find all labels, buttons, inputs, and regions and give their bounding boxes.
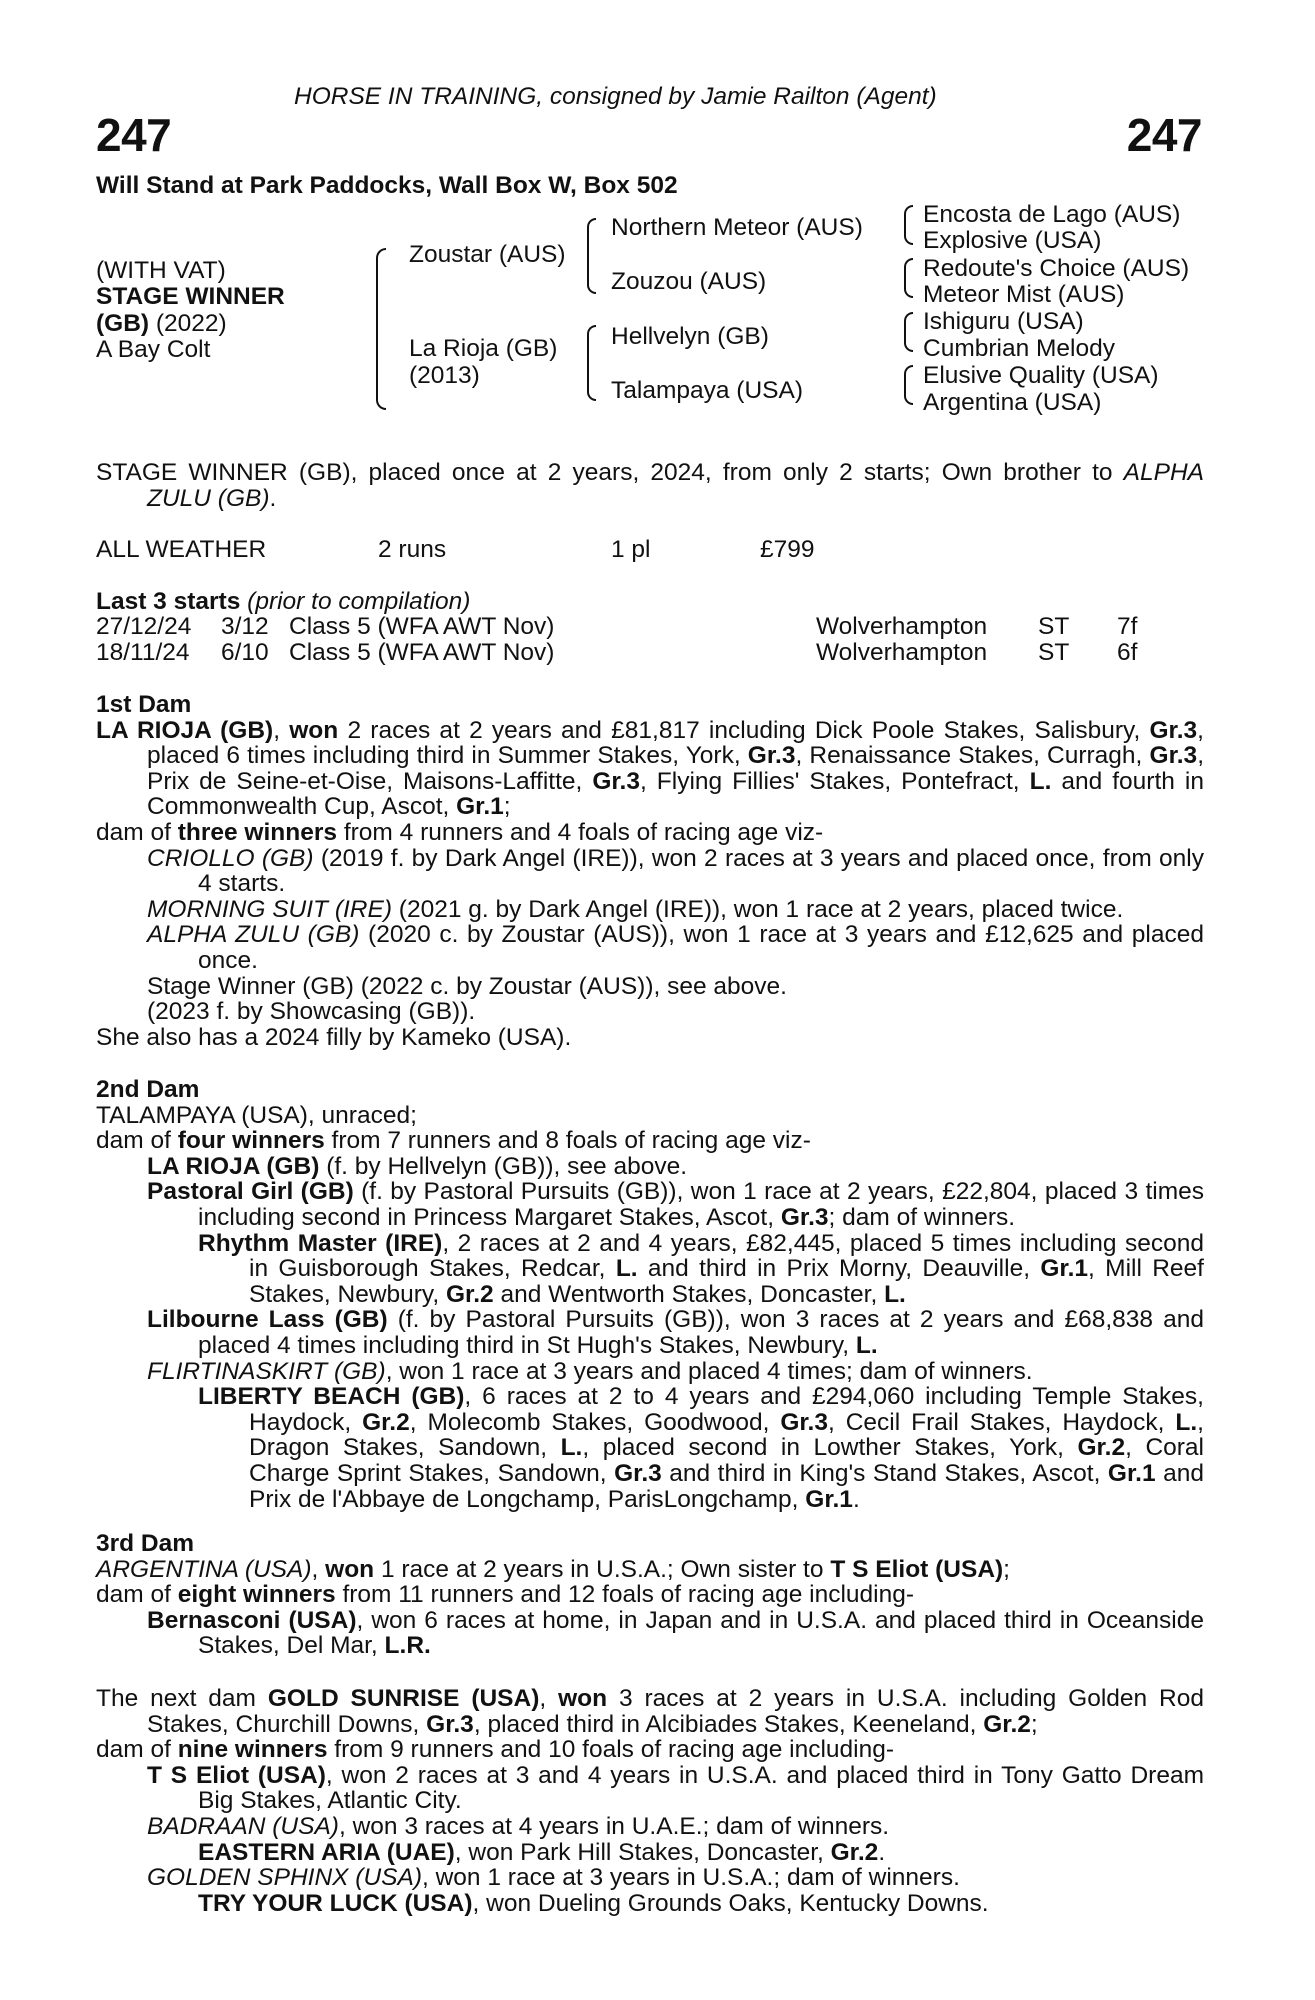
second-dam-grand-offspring: LIBERTY BEACH (GB), 6 races at 2 to 4 years and £294,060 including Temple Stakes, Haydock, Gr.2, Molecomb Stakes, Goodwood, Gr.3, Cecil Frail Stakes, Haydock, L., Dragon Stakes, Sandown, L., placed second in Lowther Stakes, York, Gr.2, Coral Charge Sprint Stakes, Sandown, Gr.3 and third in King's Stand Stakes, Ascot, Gr.1 and Prix de l'Abbaye de Longchamp, ParisLongchamp, Gr.1. (198, 1383, 1204, 1513)
pedigree-gen3-4: Meteor Mist (AUS) (923, 281, 1125, 308)
vat-label: (WITH VAT) (96, 257, 226, 284)
next-dam-grand-offspring: EASTERN ARIA (UAE), won Park Hill Stakes, Doncaster, Gr.2. (198, 1838, 886, 1866)
second-dam-offspring: LA RIOJA (GB) (f. by Hellvelyn (GB)), see above. (147, 1152, 688, 1180)
second-dam-offspring: Lilbourne Lass (GB) (f. by Pastoral Pursuits (GB)), won 3 races at 2 years and £68,838 and placed 4 times including third in St Hugh's Stakes, Newbury, L. (147, 1306, 1204, 1359)
next-dam-race-record: The next dam GOLD SUNRISE (USA), won 3 races at 2 years in U.S.A. including Golden Rod Stakes, Churchill Downs, Gr.3, placed third in Alcibiades Stakes, Keeneland, Gr.2; (96, 1685, 1204, 1738)
pedigree-gen3-5: Ishiguru (USA) (923, 308, 1084, 335)
second-dam-offspring: Pastoral Girl (GB) (f. by Pastoral Pursuits (GB)), won 1 race at 2 years, £22,804, placed 3 times including second in Princess Margaret Stakes, Ascot, Gr.3; dam of winners. (147, 1178, 1204, 1231)
pedigree-gen3-8: Argentina (USA) (923, 389, 1102, 416)
next-dam-section (96, 1686, 1204, 1916)
pedigree-gen3-6: Cumbrian Melody (923, 335, 1115, 362)
third-dam-race-record: ARGENTINA (USA), won 1 race at 2 years in U.S.A.; Own sister to T S Eliot (USA); (96, 1555, 1010, 1583)
second-dam-heading: 2nd Dam (96, 1076, 200, 1103)
horse-country-year: (GB) (2022) (96, 310, 227, 337)
pedigree-brace-sire (587, 218, 596, 294)
next-dam-offspring: BADRAAN (USA), won 3 races at 4 years in U.A.E.; dam of winners. (147, 1812, 890, 1840)
first-dam-offspring: CRIOLLO (GB) (2019 f. by Dark Angel (IRE)), won 2 races at 3 years and placed once, from only 4 starts. (147, 844, 1204, 898)
next-dam-grand-offspring: TRY YOUR LUCK (USA), won Dueling Grounds Oaks, Kentucky Downs. (198, 1889, 989, 1917)
pedigree-brace-dam (587, 325, 596, 401)
second-dam-section (96, 1077, 1204, 1512)
third-dam-heading: 3rd Dam (96, 1530, 195, 1557)
next-dam-offspring: T S Eliot (USA), won 2 races at 3 and 4 years in U.S.A. and placed third in Tony Gatto Dream Big Stakes, Atlantic City. (147, 1761, 1204, 1815)
pedigree-brace-3c (904, 312, 913, 352)
pedigree-dam: La Rioja (GB) (409, 335, 558, 362)
record-runs: 2 runs (378, 536, 447, 563)
first-dam-offspring: MORNING SUIT (IRE) (2021 g. by Dark Angel (IRE)), won 1 race at 2 years, placed twice. (147, 895, 1124, 923)
next-dam-offspring: GOLDEN SPHINX (USA), won 1 race at 3 years in U.S.A.; dam of winners. (147, 1864, 960, 1892)
record-earnings: £799 (760, 536, 815, 563)
pedigree-sire-dam: Zouzou (AUS) (611, 268, 767, 295)
last-starts-heading: Last 3 starts (prior to compilation) (96, 588, 471, 615)
second-dam-produce-summary: dam of four winners from 7 runners and 8 foals of racing age viz- (96, 1127, 811, 1155)
first-dam-heading: 1st Dam (96, 691, 192, 718)
third-dam-offspring: Bernasconi (USA), won 6 races at home, in Japan and in U.S.A. and placed third in Oceanside Stakes, Del Mar, L.R. (147, 1606, 1204, 1660)
pedigree-gen3-2: Explosive (USA) (923, 227, 1102, 254)
first-dam-note: She also has a 2024 filly by Kameko (USA). (96, 1023, 572, 1051)
first-dam-offspring: Stage Winner (GB) (2022 c. by Zoustar (AUS)), see above. (147, 972, 787, 1000)
second-dam-race-record: TALAMPAYA (USA), unraced; (96, 1101, 417, 1129)
pedigree-brace-3a (904, 205, 913, 245)
first-dam-race-record: LA RIOJA (GB), won 2 races at 2 years and £81,817 including Dick Poole Stakes, Salisbury, Gr.3, placed 6 times including third in Summer Stakes, York, Gr.3, Renaissance Stakes, Curragh, Gr.3, Prix de Seine-et-Oise, Maisons-Laffitte, Gr.3, Flying Fillies' Stakes, Pontefract, L. and fourth in Commonwealth Cup, Ascot, Gr.1; (96, 716, 1205, 821)
first-dam-section (96, 692, 1204, 1050)
pedigree-gen3-3: Redoute's Choice (AUS) (923, 255, 1190, 282)
first-dam-produce-summary: dam of three winners from 4 runners and 4 foals of racing age viz- (96, 818, 824, 846)
location-line: Will Stand at Park Paddocks, Wall Box W, Box 502 (96, 172, 678, 199)
pedigree-sire: Zoustar (AUS) (409, 241, 566, 268)
record-surface: ALL WEATHER (96, 536, 267, 563)
pedigree-dam-year: (2013) (409, 362, 480, 389)
first-dam-offspring: (2023 f. by Showcasing (GB)). (147, 998, 476, 1026)
lot-number-right: 247 (1126, 109, 1202, 161)
third-dam-produce-summary: dam of eight winners from 11 runners and 12 foals of racing age including- (96, 1581, 914, 1609)
lot-number-left: 247 (96, 109, 172, 161)
third-dam-section (96, 1531, 1204, 1659)
first-dam-offspring: ALPHA ZULU (GB) (2020 c. by Zoustar (AUS)), won 1 race at 3 years and £12,625 and placed once. (147, 921, 1204, 974)
pedigree-gen3-7: Elusive Quality (USA) (923, 362, 1159, 389)
pedigree-gen3-1: Encosta de Lago (AUS) (923, 201, 1181, 228)
horse-description: A Bay Colt (96, 336, 211, 363)
record-placed: 1 pl (611, 536, 651, 563)
summary-paragraph: STAGE WINNER (GB), placed once at 2 years, 2024, from only 2 starts; Own brother to ALPHA ZULU (GB). (96, 459, 1204, 512)
horse-name: STAGE WINNER (96, 283, 285, 310)
second-dam-offspring: FLIRTINASKIRT (GB), won 1 race at 3 years and placed 4 times; dam of winners. (147, 1357, 1033, 1385)
pedigree-dam-dam: Talampaya (USA) (611, 377, 803, 404)
next-dam-produce-summary: dam of nine winners from 9 runners and 10 foals of racing age including- (96, 1736, 895, 1764)
pedigree-brace-3d (904, 365, 913, 405)
consignor-line: HORSE IN TRAINING, consigned by Jamie Railton (Agent) (294, 83, 937, 110)
pedigree-brace-gen1 (376, 248, 386, 410)
pedigree-dam-sire: Hellvelyn (GB) (611, 323, 769, 350)
second-dam-grand-offspring: Rhythm Master (IRE), 2 races at 2 and 4 years, £82,445, placed 5 times including second in Guisborough Stakes, Redcar, L. and third in Prix Morny, Deauville, Gr.1, Mill Reef Stakes, Newbury, Gr.2 and Wentworth Stakes, Doncaster, L. (198, 1229, 1205, 1308)
pedigree-sire-sire: Northern Meteor (AUS) (611, 214, 863, 241)
pedigree-brace-3b (904, 258, 913, 298)
